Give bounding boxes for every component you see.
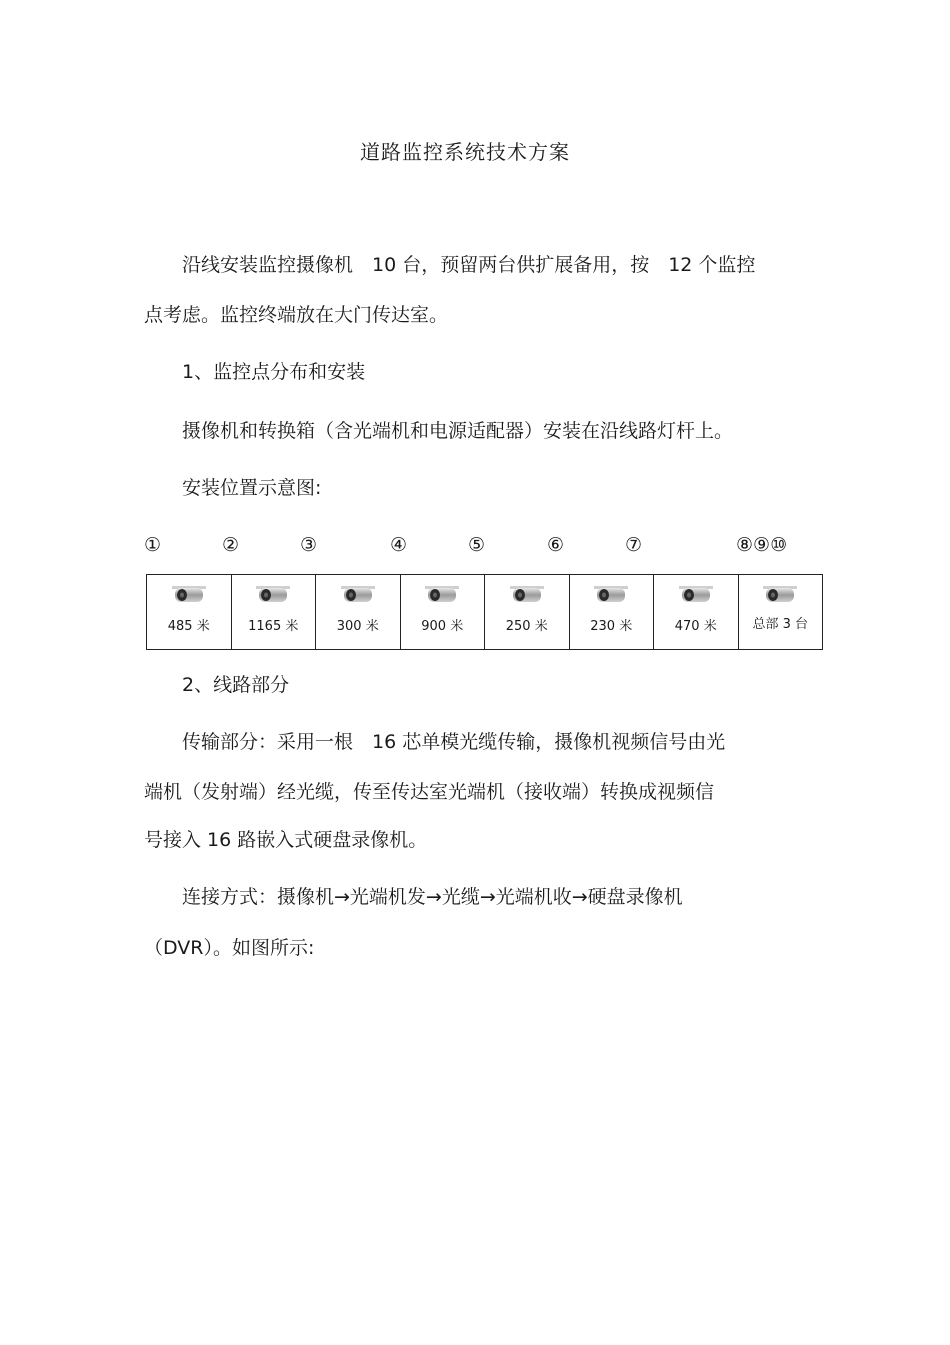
intro-line-2: 点考虑。监控终端放在大门传达室。 [144, 304, 449, 326]
intro-line-1: 沿线安装监控摄像机 10 台，预留两台供扩展备用，按 12 个监控 [182, 254, 756, 276]
marker-6: ⑥ [547, 534, 565, 556]
marker-8-9-10: ⑧⑨⑩ [736, 534, 788, 556]
installation-text: 摄像机和转换箱（含光端机和电源适配器）安装在沿线路灯杆上。 [182, 420, 734, 442]
camera-cell-3 [316, 575, 401, 650]
marker-2: ② [222, 534, 240, 556]
transmission-line-1: 传输部分：采用一根 16 芯单模光缆传输，摄像机视频信号由光 [182, 731, 726, 753]
distance-label: 485 米 [167, 619, 210, 634]
camera-icon [341, 584, 375, 608]
camera-cell-6 [569, 575, 654, 650]
camera-icon [679, 584, 713, 608]
camera-icon [425, 584, 459, 608]
camera-icon [510, 584, 544, 608]
camera-icon [256, 584, 290, 608]
marker-5: ⑤ [468, 534, 486, 556]
distance-label: 250 米 [505, 619, 548, 634]
section-1-heading: 1、监控点分布和安装 [182, 361, 366, 383]
marker-3: ③ [300, 534, 318, 556]
camera-icon [594, 584, 628, 608]
transmission-line-3: 号接入 16 路嵌入式硬盘录像机。 [144, 829, 428, 851]
camera-icon [172, 584, 206, 608]
headquarters-label: 总部 3 台 [752, 617, 809, 632]
distance-label: 470 米 [674, 619, 717, 634]
camera-location-table [146, 574, 823, 650]
marker-7: ⑦ [625, 534, 643, 556]
camera-cell-8 [738, 575, 823, 650]
transmission-line-2: 端机（发射端）经光缆，传至传达室光端机（接收端）转换成视频信 [144, 781, 715, 803]
camera-cell-1 [147, 575, 232, 650]
camera-cell-5 [485, 575, 570, 650]
location-markers [0, 532, 950, 558]
distance-label: 900 米 [421, 619, 464, 634]
connection-line-2: （DVR）。如图所示: [144, 937, 315, 959]
connection-line-1: 连接方式：摄像机→光端机发→光缆→光端机收→硬盘录像机 [182, 886, 683, 908]
table-row [147, 575, 823, 650]
document-title: 道路监控系统技术方案 [360, 140, 570, 164]
section-2-heading: 2、线路部分 [182, 674, 290, 696]
camera-cell-7 [654, 575, 739, 650]
camera-cell-4 [400, 575, 485, 650]
camera-cell-2 [231, 575, 316, 650]
marker-1: ① [144, 534, 162, 556]
distance-label: 230 米 [590, 619, 633, 634]
distance-label: 300 米 [336, 619, 379, 634]
marker-4: ④ [390, 534, 408, 556]
distance-label: 1165 米 [248, 619, 299, 634]
diagram-caption: 安装位置示意图: [182, 477, 322, 499]
camera-icon [763, 584, 797, 608]
